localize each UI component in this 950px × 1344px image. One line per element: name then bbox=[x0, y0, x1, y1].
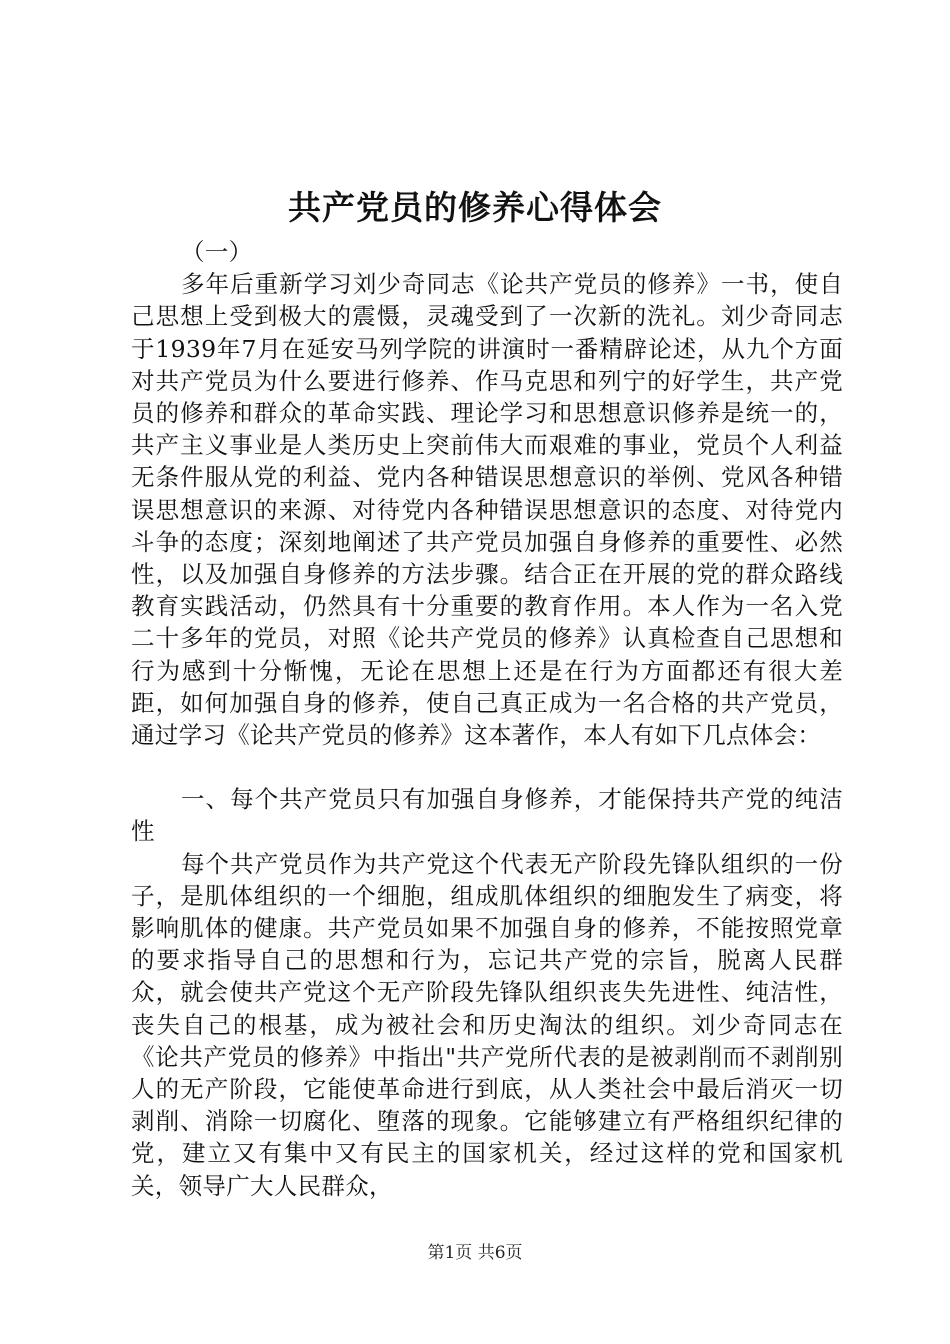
section-marker: （一） bbox=[181, 238, 253, 266]
paragraph-spacer bbox=[131, 751, 843, 783]
document-title: 共产党员的修养心得体会 bbox=[288, 188, 662, 227]
section-heading-1: 一、每个共产党员只有加强自身修养，才能保持共产党的纯洁性 bbox=[131, 785, 843, 846]
page-footer: 第1页 共6页 bbox=[427, 1243, 523, 1263]
paragraph-section-1: 每个共产党员作为共产党这个代表无产阶段先锋队组织的一份子，是肌体组织的一个细胞，组成肌体组织的细胞发生了病变，将影响肌体的健康。共产党员如果不加强自身的修养，不能按照党章的要求指导自己的思想和行为，忘记共产党的宗旨，脱离人民群众，就会使共产党这个无产阶段先锋队组织丧失先进性、纯洁性，丧失自己的根基，成为被社会和历史淘汰的组织。刘少奇同志在《论共产党员的修养》中指出"共产党所代表的是被剥削而不剥削别人的无产阶段，它能使革命进行到底，从人类社会中最后消灭一切剥削、消除一切腐化、堕落的现象。它能够建立有严格组织纪律的党，建立又有集中又有民主的国家机关，经过这样的党和国家机关，领导广大人民群众， bbox=[131, 849, 843, 1200]
document-body bbox=[131, 236, 843, 1202]
paragraph-intro: 多年后重新学习刘少奇同志《论共产党员的修养》一书，使自己思想上受到极大的震慑，灵魂受到了一次新的洗礼。刘少奇同志于1939年7月在延安马列学院的讲演时一番精辟论述，从九个方面对共产党员为什么要进行修养、作马克思和列宁的好学生，共产党员的修养和群众的革命实践、理论学习和思想意识修养是统一的，共产主义事业是人类历史上突前伟大而艰难的事业，党员个人利益无条件服从党的利益、党内各种错误思想意识的举例、党风各种错误思想意识的来源、对待党内各种错误思想意识的态度、对待党内斗争的态度；深刻地阐述了共产党员加强自身修养的重要性、必然性，以及加强自身修养的方法步骤。结合正在开展的党的群众路线教育实践活动，仍然具有十分重要的教育作用。本人作为一名入党二十多年的党员，对照《论共产党员的修养》认真检查自己思想和行为感到十分惭愧，无论在思想上还是在行为方面都还有很大差距，如何加强自身的修养，使自己真正成为一名合格的共产党员，通过学习《论共产党员的修养》这本著作，本人有如下几点体会： bbox=[131, 270, 843, 750]
